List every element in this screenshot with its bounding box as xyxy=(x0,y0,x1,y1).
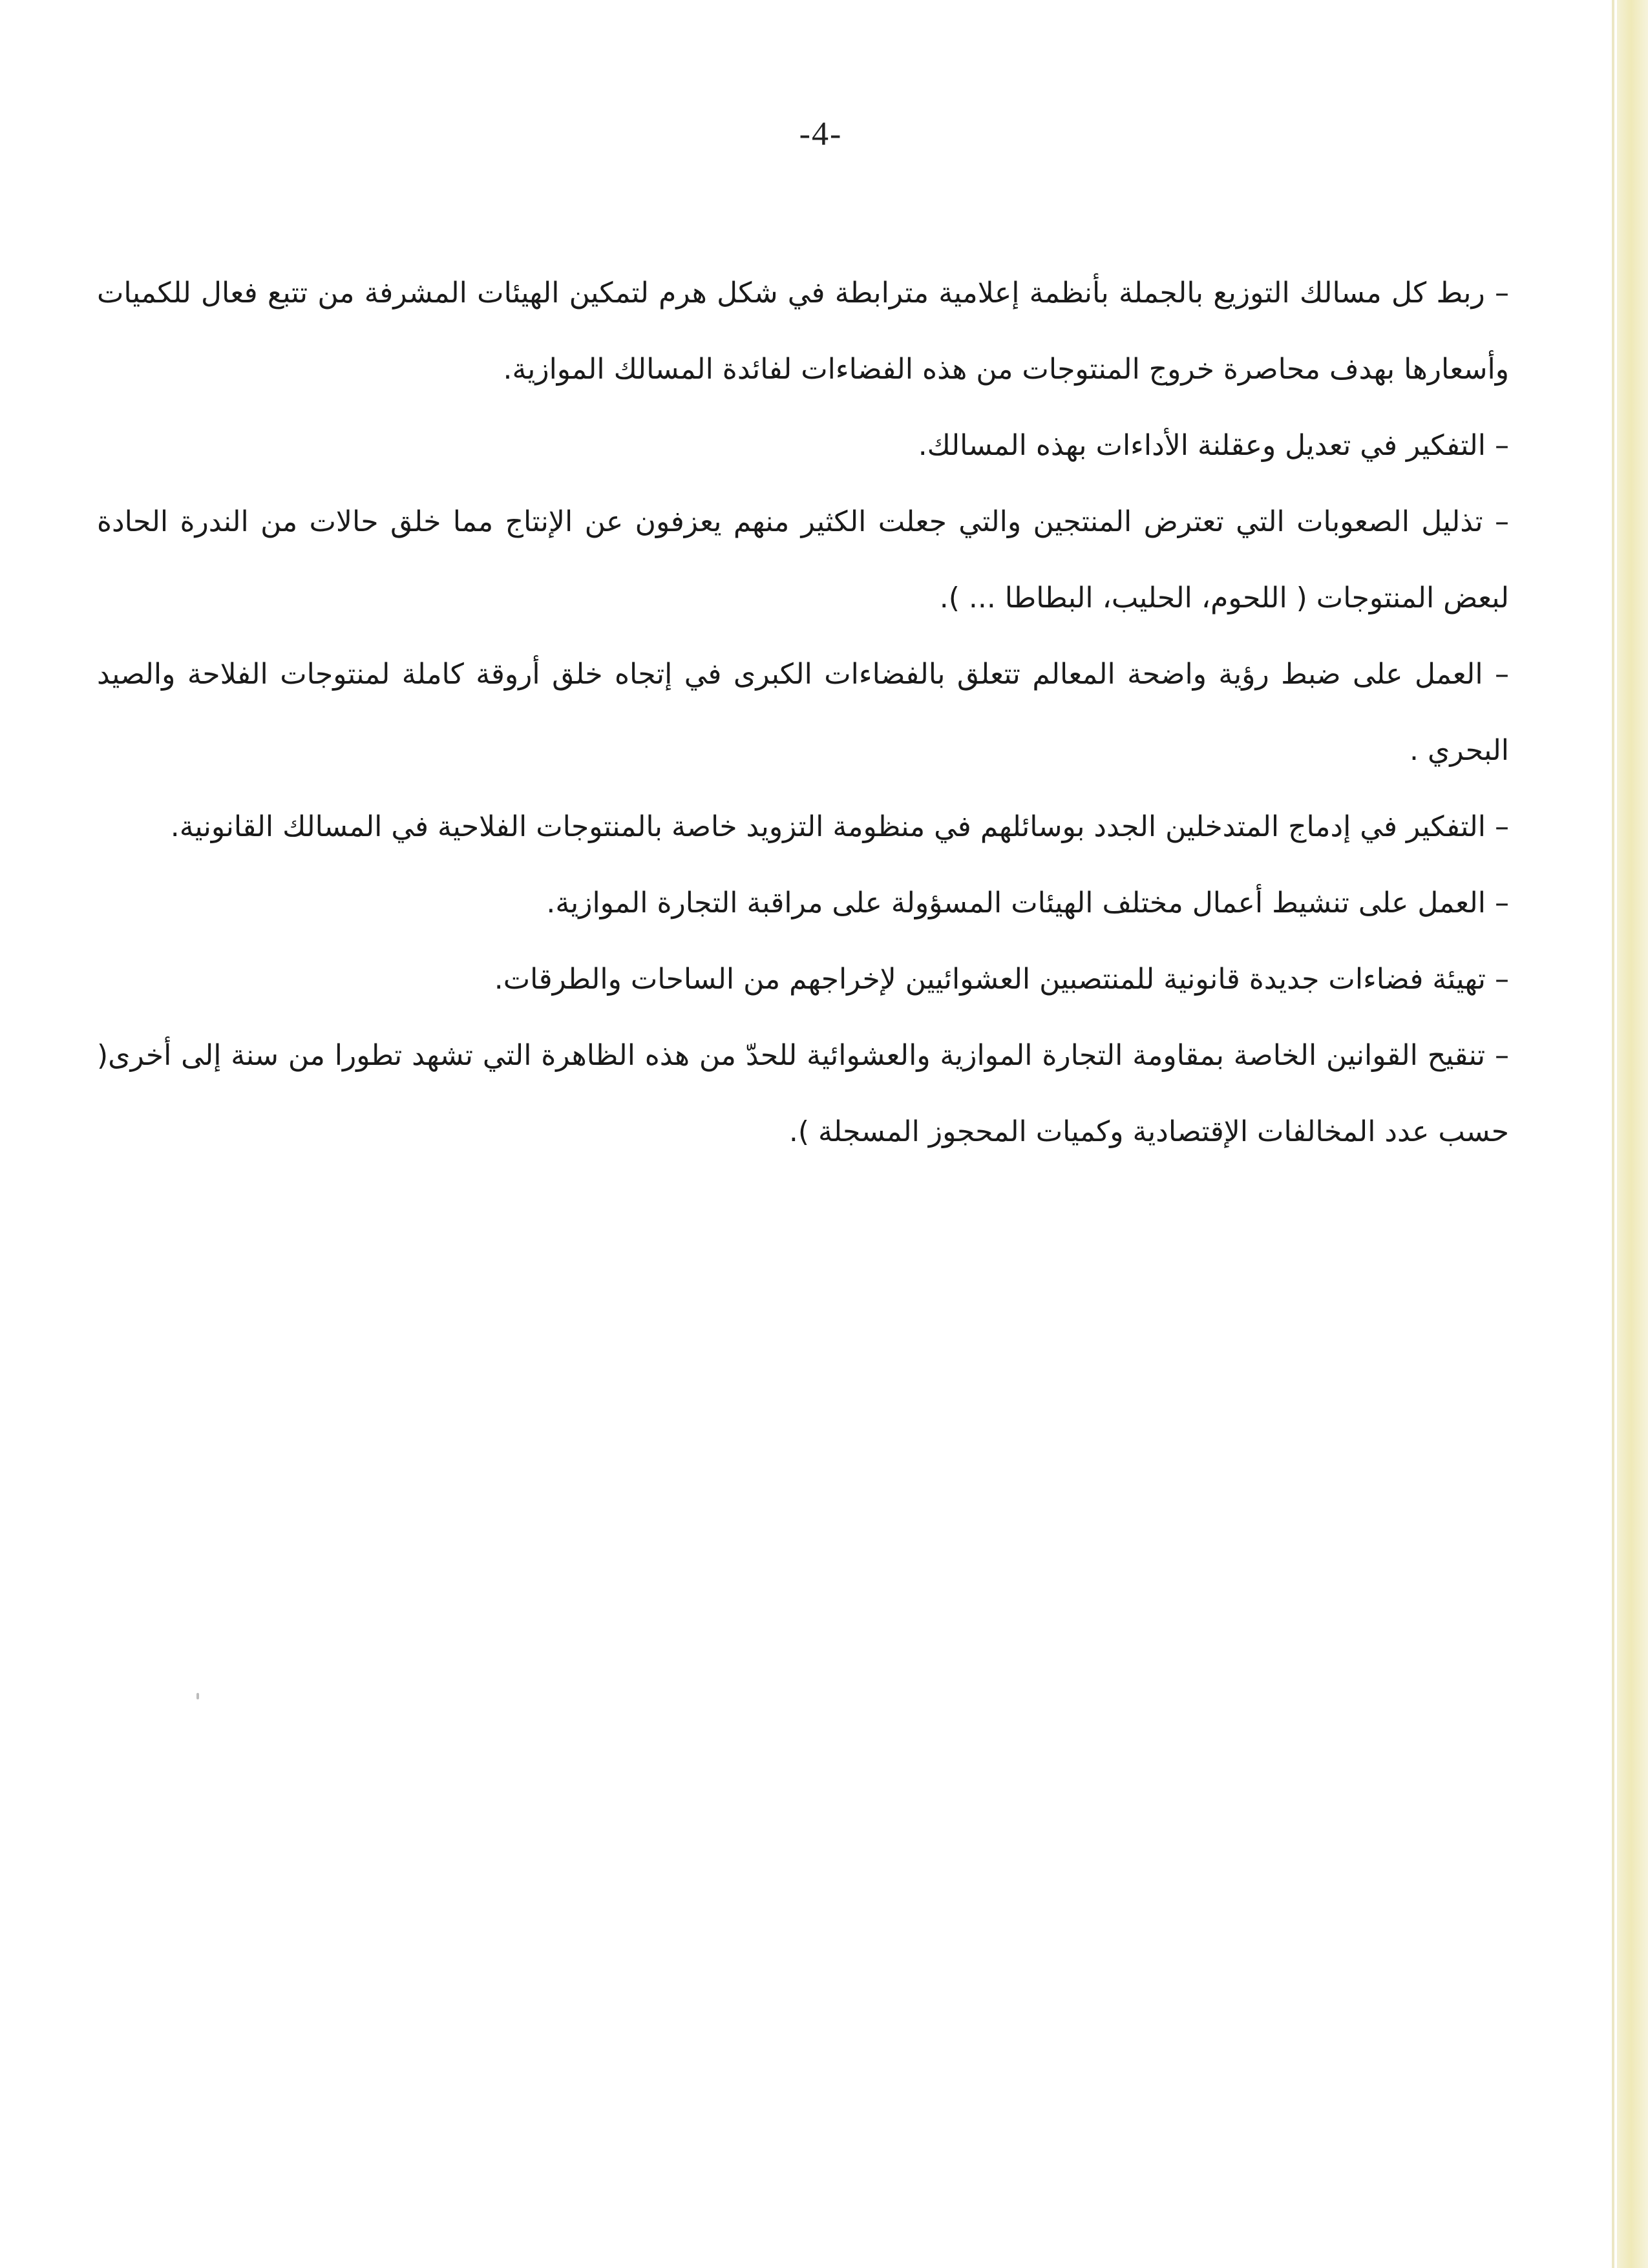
bullet-paragraph-5: – التفكير في إدماج المتدخلين الجدد بوسائلهم في منظومة التزويد خاصة بالمنتوجات الفلاحية في المسالك القانونية. xyxy=(170,810,1509,843)
bullet-paragraph-4: – العمل على ضبط رؤية واضحة المعالم تتعلق بالفضاءات الكبرى في إتجاه خلق أروقة كاملة لمنتوجات الفلاحة والصيد البحري . xyxy=(97,658,1509,767)
bullet-paragraph-6: – العمل على تنشيط أعمال مختلف الهيئات المسؤولة على مراقبة التجارة الموازية. xyxy=(546,887,1509,919)
document-body xyxy=(97,255,1509,1170)
bullet-paragraph-8: – تنقيح القوانين الخاصة بمقاومة التجارة الموازية والعشوائية للحدّ من هذه الظاهرة التي تشهد تطورا من سنة إلى أخرى( حسب عدد المخالفات الإقتصادية وكميات المحجوز المسجلة ). xyxy=(97,1039,1509,1148)
bullet-paragraph-7: – تهيئة فضاءات جديدة قانونية للمنتصبين العشوائيين لإخراجهم من الساحات والطرقات. xyxy=(494,963,1509,996)
page-edge-line xyxy=(1612,0,1614,2268)
bullet-paragraph-3: – تذليل الصعوبات التي تعترض المنتجين والتي جعلت الكثير منهم يعزفون عن الإنتاج مما خلق حالات من الندرة الحادة لبعض المنتوجات ( اللحوم، الحليب، البطاطا ... ). xyxy=(97,505,1509,614)
page-edge-shadow xyxy=(1617,0,1648,2268)
bullet-paragraph-1: – ربط كل مسالك التوزيع بالجملة بأنظمة إعلامية مترابطة في شكل هرم لتمكين الهيئات المشرفة من تتبع فعال للكميات وأسعارها بهدف محاصرة خروج المنتوجات من هذه الفضاءات لفائدة المسالك الموازية. xyxy=(97,277,1509,386)
page-number: -4- xyxy=(799,116,843,152)
bullet-paragraph-2: – التفكير في تعديل وعقلنة الأداءات بهذه المسالك. xyxy=(918,429,1509,462)
scan-speck xyxy=(196,1693,199,1699)
